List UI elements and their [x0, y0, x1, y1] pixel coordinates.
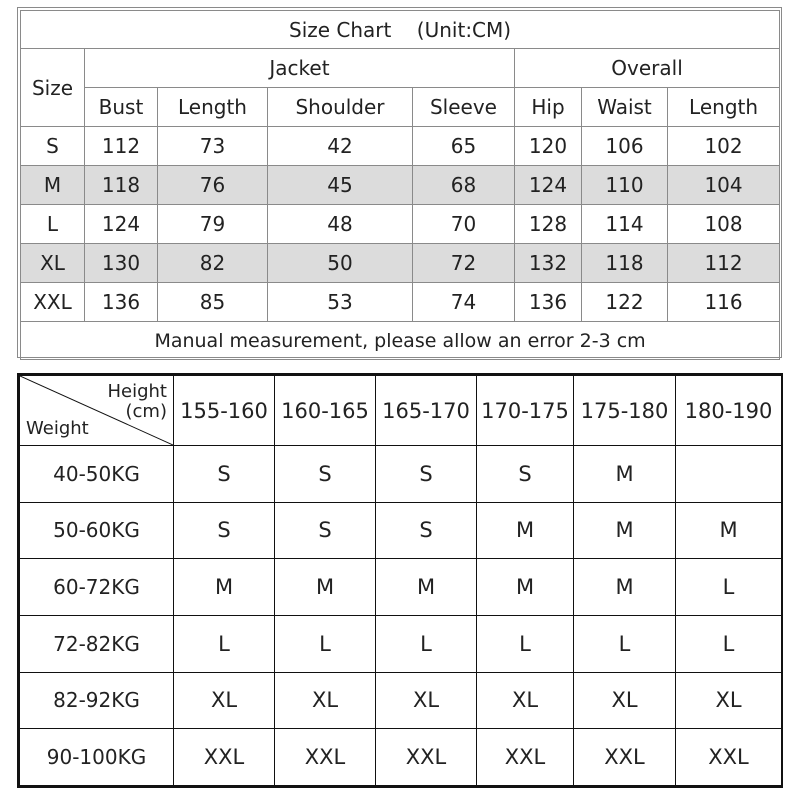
- height-label: Height: [107, 381, 167, 402]
- recommended-size-cell: [676, 446, 782, 503]
- value-cell: 79: [158, 205, 268, 244]
- value-cell: 50: [268, 244, 413, 283]
- weight-row: [20, 446, 782, 503]
- value-cell: 74: [413, 283, 515, 322]
- value-cell: 65: [413, 127, 515, 166]
- column-header-waist: Waist: [582, 88, 668, 127]
- recommended-size-cell: M: [676, 502, 782, 559]
- weight-row: [20, 729, 782, 786]
- recommended-size-cell: XXL: [174, 729, 275, 786]
- recommended-size-cell: XXL: [574, 729, 676, 786]
- value-cell: 118: [85, 166, 158, 205]
- value-cell: 104: [668, 166, 780, 205]
- height-header: 175-180: [574, 376, 676, 446]
- height-header: 170-175: [477, 376, 574, 446]
- measurement-note: Manual measurement, please allow an error 2-3 cm: [21, 322, 780, 360]
- recommended-size-cell: S: [174, 446, 275, 503]
- recommended-size-cell: XL: [574, 672, 676, 729]
- value-cell: 53: [268, 283, 413, 322]
- value-cell: 68: [413, 166, 515, 205]
- size-cell: XXL: [21, 283, 85, 322]
- recommended-size-cell: L: [477, 615, 574, 672]
- size-row-s: [21, 127, 780, 166]
- recommended-size-cell: M: [574, 559, 676, 616]
- weight-row: [20, 672, 782, 729]
- weight-row: [20, 502, 782, 559]
- value-cell: 128: [515, 205, 582, 244]
- recommended-size-cell: L: [376, 615, 477, 672]
- value-cell: 48: [268, 205, 413, 244]
- recommended-size-cell: S: [275, 502, 376, 559]
- recommended-size-cell: L: [676, 559, 782, 616]
- recommended-size-cell: M: [376, 559, 477, 616]
- value-cell: 118: [582, 244, 668, 283]
- column-header-hip: Hip: [515, 88, 582, 127]
- weight-height-chart: [17, 373, 783, 788]
- weight-range-cell: 60-72KG: [20, 559, 174, 616]
- recommended-size-cell: XL: [275, 672, 376, 729]
- overall-group-header: Overall: [515, 49, 780, 88]
- height-unit-label: (cm): [125, 401, 167, 422]
- height-header: 155-160: [174, 376, 275, 446]
- size-cell: XL: [21, 244, 85, 283]
- value-cell: 132: [515, 244, 582, 283]
- value-cell: 110: [582, 166, 668, 205]
- recommended-size-cell: M: [574, 446, 676, 503]
- value-cell: 130: [85, 244, 158, 283]
- size-row-xxl: [21, 283, 780, 322]
- value-cell: 102: [668, 127, 780, 166]
- recommended-size-cell: M: [174, 559, 275, 616]
- recommended-size-cell: XXL: [275, 729, 376, 786]
- value-cell: 42: [268, 127, 413, 166]
- corner-header: [20, 376, 174, 446]
- recommended-size-cell: XXL: [676, 729, 782, 786]
- size-chart: [17, 7, 782, 358]
- height-header: 165-170: [376, 376, 477, 446]
- recommended-size-cell: XL: [676, 672, 782, 729]
- recommended-size-cell: S: [477, 446, 574, 503]
- column-header-shoulder: Shoulder: [268, 88, 413, 127]
- recommended-size-cell: L: [676, 615, 782, 672]
- recommended-size-cell: M: [477, 502, 574, 559]
- recommended-size-cell: M: [477, 559, 574, 616]
- weight-row: [20, 615, 782, 672]
- size-column-header: Size: [21, 49, 85, 127]
- recommended-size-cell: L: [275, 615, 376, 672]
- size-row-xl: [21, 244, 780, 283]
- recommended-size-cell: L: [174, 615, 275, 672]
- weight-label: Weight: [26, 418, 89, 439]
- value-cell: 136: [515, 283, 582, 322]
- value-cell: 72: [413, 244, 515, 283]
- value-cell: 108: [668, 205, 780, 244]
- column-header-overall-length: Length: [668, 88, 780, 127]
- size-cell: L: [21, 205, 85, 244]
- value-cell: 122: [582, 283, 668, 322]
- recommended-size-cell: M: [574, 502, 676, 559]
- height-header: 180-190: [676, 376, 782, 446]
- recommended-size-cell: XL: [477, 672, 574, 729]
- column-header-jacket-length: Length: [158, 88, 268, 127]
- weight-row: [20, 559, 782, 616]
- recommended-size-cell: S: [174, 502, 275, 559]
- jacket-group-header: Jacket: [85, 49, 515, 88]
- height-header: 160-165: [275, 376, 376, 446]
- corner-height-label: [107, 382, 167, 422]
- value-cell: 76: [158, 166, 268, 205]
- recommended-size-cell: XXL: [477, 729, 574, 786]
- size-chart-table: [20, 10, 780, 360]
- value-cell: 45: [268, 166, 413, 205]
- value-cell: 106: [582, 127, 668, 166]
- value-cell: 70: [413, 205, 515, 244]
- column-header-bust: Bust: [85, 88, 158, 127]
- column-header-sleeve: Sleeve: [413, 88, 515, 127]
- value-cell: 114: [582, 205, 668, 244]
- value-cell: 116: [668, 283, 780, 322]
- weight-range-cell: 72-82KG: [20, 615, 174, 672]
- weight-range-cell: 50-60KG: [20, 502, 174, 559]
- size-cell: S: [21, 127, 85, 166]
- value-cell: 82: [158, 244, 268, 283]
- value-cell: 73: [158, 127, 268, 166]
- recommended-size-cell: M: [275, 559, 376, 616]
- recommended-size-cell: XL: [174, 672, 275, 729]
- recommended-size-cell: S: [275, 446, 376, 503]
- recommended-size-cell: S: [376, 446, 477, 503]
- weight-range-cell: 90-100KG: [20, 729, 174, 786]
- value-cell: 120: [515, 127, 582, 166]
- value-cell: 85: [158, 283, 268, 322]
- value-cell: 136: [85, 283, 158, 322]
- value-cell: 124: [85, 205, 158, 244]
- value-cell: 124: [515, 166, 582, 205]
- size-row-l: [21, 205, 780, 244]
- weight-range-cell: 82-92KG: [20, 672, 174, 729]
- weight-height-table: [19, 375, 782, 786]
- value-cell: 112: [668, 244, 780, 283]
- value-cell: 112: [85, 127, 158, 166]
- size-chart-title: Size Chart (Unit:CM): [21, 11, 780, 49]
- recommended-size-cell: S: [376, 502, 477, 559]
- recommended-size-cell: L: [574, 615, 676, 672]
- recommended-size-cell: XL: [376, 672, 477, 729]
- recommended-size-cell: XXL: [376, 729, 477, 786]
- size-row-m: [21, 166, 780, 205]
- size-cell: M: [21, 166, 85, 205]
- weight-range-cell: 40-50KG: [20, 446, 174, 503]
